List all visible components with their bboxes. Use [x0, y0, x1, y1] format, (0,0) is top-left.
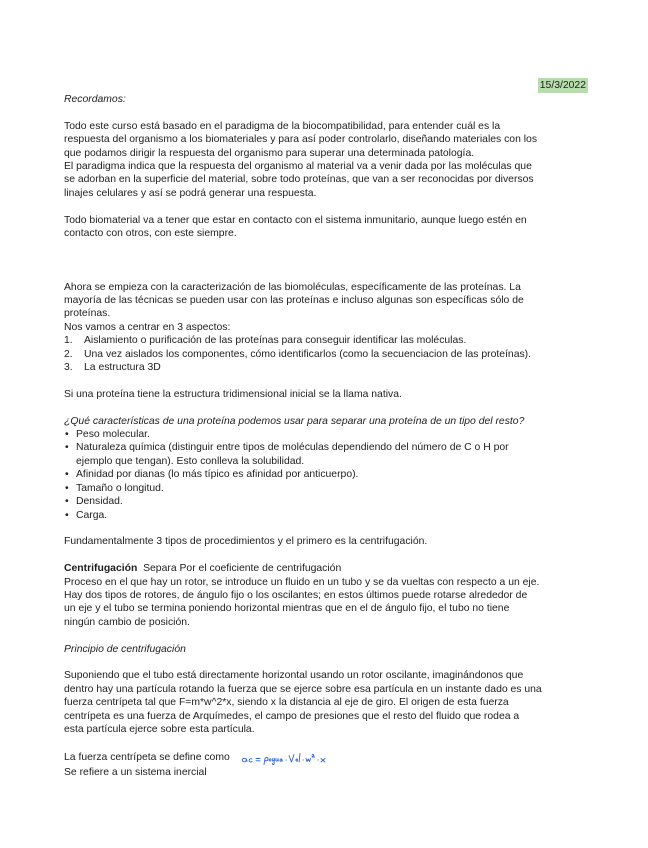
principio-paragraph [64, 669, 588, 736]
list-item-text: Aislamiento o purificación de las proteínas para conseguir identificar las moléculas. [84, 335, 467, 347]
caracterizacion-paragraph [64, 281, 588, 335]
text-line: Nos vamos a centrar en 3 aspectos: [64, 321, 231, 333]
bullet-icon: • [65, 429, 69, 441]
list-item-text: Densidad. [76, 496, 123, 508]
text-line: se adorban en la superficie del material, sobre todo proteínas, que van a ser reconocidas por diversos [64, 174, 534, 186]
list-item [64, 509, 588, 522]
text-line: Hay dos tipos de rotores, de ángulo fijo o los oscilantes; en estos últimos puede rotarse alrededor de [64, 589, 528, 601]
centrifugacion-heading: Centrifugación [64, 563, 138, 575]
list-number: 3. [64, 362, 73, 374]
list-item [64, 482, 588, 495]
bullet-icon: • [65, 469, 69, 481]
text-line: linajes celulares y así se podrá generar una respuesta. [64, 187, 317, 199]
list-item-text: Afinidad por dianas (lo más típico es afinidad por anticuerpo). [76, 469, 359, 481]
text-line: proteínas. [64, 308, 111, 320]
list-item [64, 441, 588, 468]
date-row [64, 78, 588, 93]
text-line: un eje y el tubo se termina poniendo horizontal mientras que en el de ángulo fijo, el tubo no tiene [64, 603, 510, 615]
list-item [64, 468, 588, 481]
list-item-text: Tamaño o longitud. [76, 482, 164, 494]
principio-heading: Principio de centrifugación [64, 643, 186, 655]
bullet-icon: • [65, 482, 69, 494]
bullet-icon: • [65, 496, 69, 508]
text-line: El paradigma indica que la respuesta del organismo al material va a venir dada por las moléculas que [64, 161, 532, 173]
list-item [64, 348, 588, 361]
recordamos-heading: Recordamos: [64, 94, 126, 105]
centrifugacion-heading-line [64, 562, 588, 575]
list-item [64, 361, 588, 374]
procedimientos-sentence: Fundamentalmente 3 tipos de procedimientos y el primero es la centrifugación. [64, 536, 428, 548]
text-line: fuerza centrípeta tal que F=m*w^2*x, siendo x la distancia al eje de giro. El origen de esta fuerza [64, 697, 509, 709]
list-item [64, 428, 588, 441]
date-badge: 15/3/2022 [539, 80, 586, 91]
list-number: 1. [64, 335, 73, 347]
text-line: Todo biomaterial va a tener que estar en contacto con el sistema inmunitario, aunque luego estén en [64, 214, 527, 226]
text-line: que podamos dirigir la respuesta del organismo para superar una determinada patología. [64, 147, 475, 159]
text-line: Proceso en el que hay un rotor, se introduce un fluido en un tubo y se da vueltas con respecto a un eje. [64, 576, 540, 588]
text-line: respuesta del organismo a los biomateriales y para así poder controlarlo, diseñando materiales con los [64, 134, 538, 146]
text-line: centrípeta es una fuerza de Arquímedes, el campo de presiones que el resto del fluido que rodea a [64, 710, 520, 722]
handwritten-formula [240, 750, 358, 766]
aspects-list [64, 334, 588, 374]
document-page [64, 78, 588, 779]
text-line: Ahora se empieza con la caracterización de las biomoléculas, específicamente de las proteínas. La [64, 281, 521, 293]
text-line: esta partícula ejerce sobre esta partícula. [64, 723, 255, 735]
text-line: Todo este curso está basado en el paradigma de la biocompatibilidad, para entender cuál es la [64, 120, 501, 132]
centrifugacion-paragraph [64, 576, 588, 630]
intro-paragraph-2 [64, 214, 588, 241]
list-item-text: La estructura 3D [84, 362, 161, 374]
intro-paragraph-1 [64, 120, 588, 200]
list-item-text: ejemplo que tengan). Esto conlleva la solubilidad. [76, 455, 305, 467]
text-line: contacto con otros, con este siempre. [64, 228, 237, 240]
caracteristicas-question: ¿Qué características de una proteína podemos usar para separar una proteína de un tipo del resto? [64, 415, 525, 427]
list-item-text: Carga. [76, 509, 108, 521]
list-item-text: Naturaleza química (distinguir entre tipos de moléculas dependiendo del número de C o H por [76, 442, 509, 454]
text-line: mayoría de las técnicas se pueden usar con las proteínas e incluso algunas son específicas sólo de [64, 295, 524, 307]
nativa-sentence: Si una proteína tiene la estructura tridimensional inicial se la llama nativa. [64, 388, 402, 400]
bullet-icon: • [65, 442, 69, 454]
caracteristicas-list [64, 428, 588, 522]
list-number: 2. [64, 348, 73, 360]
list-item-text: Una vez aislados los componentes, cómo identificarlos (como la secuenciacion de las proteínas). [84, 348, 532, 360]
list-item-text: Peso molecular. [76, 429, 150, 441]
list-item [64, 334, 588, 347]
text-line: Suponiendo que el tubo está directamente horizontal usando un rotor oscilante, imaginándonos que [64, 670, 524, 682]
bullet-icon: • [65, 509, 69, 521]
centrifugacion-subtitle: Separa Por el coeficiente de centrifugación [137, 563, 342, 575]
inercial-sentence: Se refiere a un sistema inercial [64, 766, 207, 778]
text-line: dentro hay una partícula rotando la fuerza que se ejerce sobre esa partícula en un instante dado es una [64, 683, 542, 695]
list-item [64, 495, 588, 508]
text-line: ningún cambio de posición. [64, 616, 190, 628]
formula-line [64, 750, 588, 766]
formula-label: La fuerza centrípeta se define como [64, 752, 230, 764]
